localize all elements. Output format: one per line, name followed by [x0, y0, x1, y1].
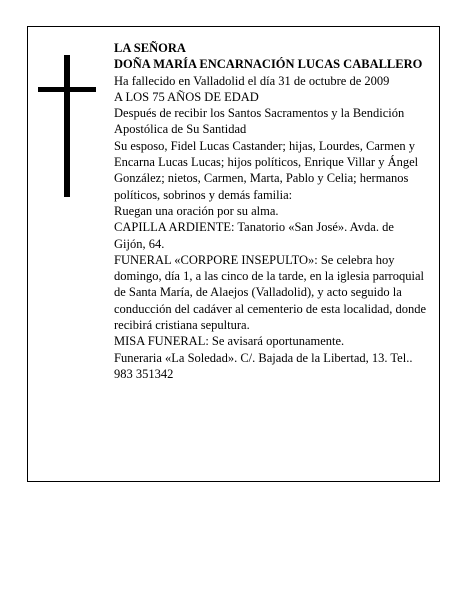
- funeral-home-info: Funeraria «La Soledad». C/. Bajada de la Libertad, 13. Tel.. 983 351342: [114, 350, 413, 381]
- family-list: Su esposo, Fidel Lucas Castander; hijas, Lourdes, Carmen y Encarna Lucas Lucas; hijos políticos, Enrique Villar y Ángel González; nietos, Carmen, Marta, Pablo y Celia; hermanos políticos, sobrinos y demás familia:: [114, 138, 419, 202]
- obituary-text: [114, 40, 428, 382]
- cross-vertical-bar: [64, 55, 70, 197]
- cross-icon: [38, 55, 96, 197]
- age-line: A LOS 75 AÑOS DE EDAD: [114, 89, 259, 104]
- death-statement: Ha fallecido en Valladolid el día 31 de octubre de 2009: [114, 73, 390, 88]
- sacraments-line: Después de recibir los Santos Sacramentos y la Bendición Apostólica de Su Santidad: [114, 106, 405, 137]
- prayer-request: Ruegan una oración por su alma.: [114, 203, 279, 218]
- funeral-info: FUNERAL «CORPORE INSEPULTO»: Se celebra hoy domingo, día 1, a las cinco de la tarde, en la iglesia parroquial de Santa María, de Alaejos (Valladolid), y acto seguido la conducción del cadáver al cementerio de esta localidad, donde recibirá cristiana sepultura.: [114, 252, 427, 333]
- mass-info: MISA FUNERAL: Se avisará oportunamente.: [114, 334, 345, 349]
- deceased-name: DOÑA MARÍA ENCARNACIÓN LUCAS CABALLERO: [114, 57, 423, 72]
- notice-title: LA SEÑORA: [114, 41, 186, 55]
- cross-horizontal-bar: [38, 87, 96, 92]
- chapel-info: CAPILLA ARDIENTE: Tanatorio «San José». Avda. de Gijón, 64.: [114, 220, 394, 251]
